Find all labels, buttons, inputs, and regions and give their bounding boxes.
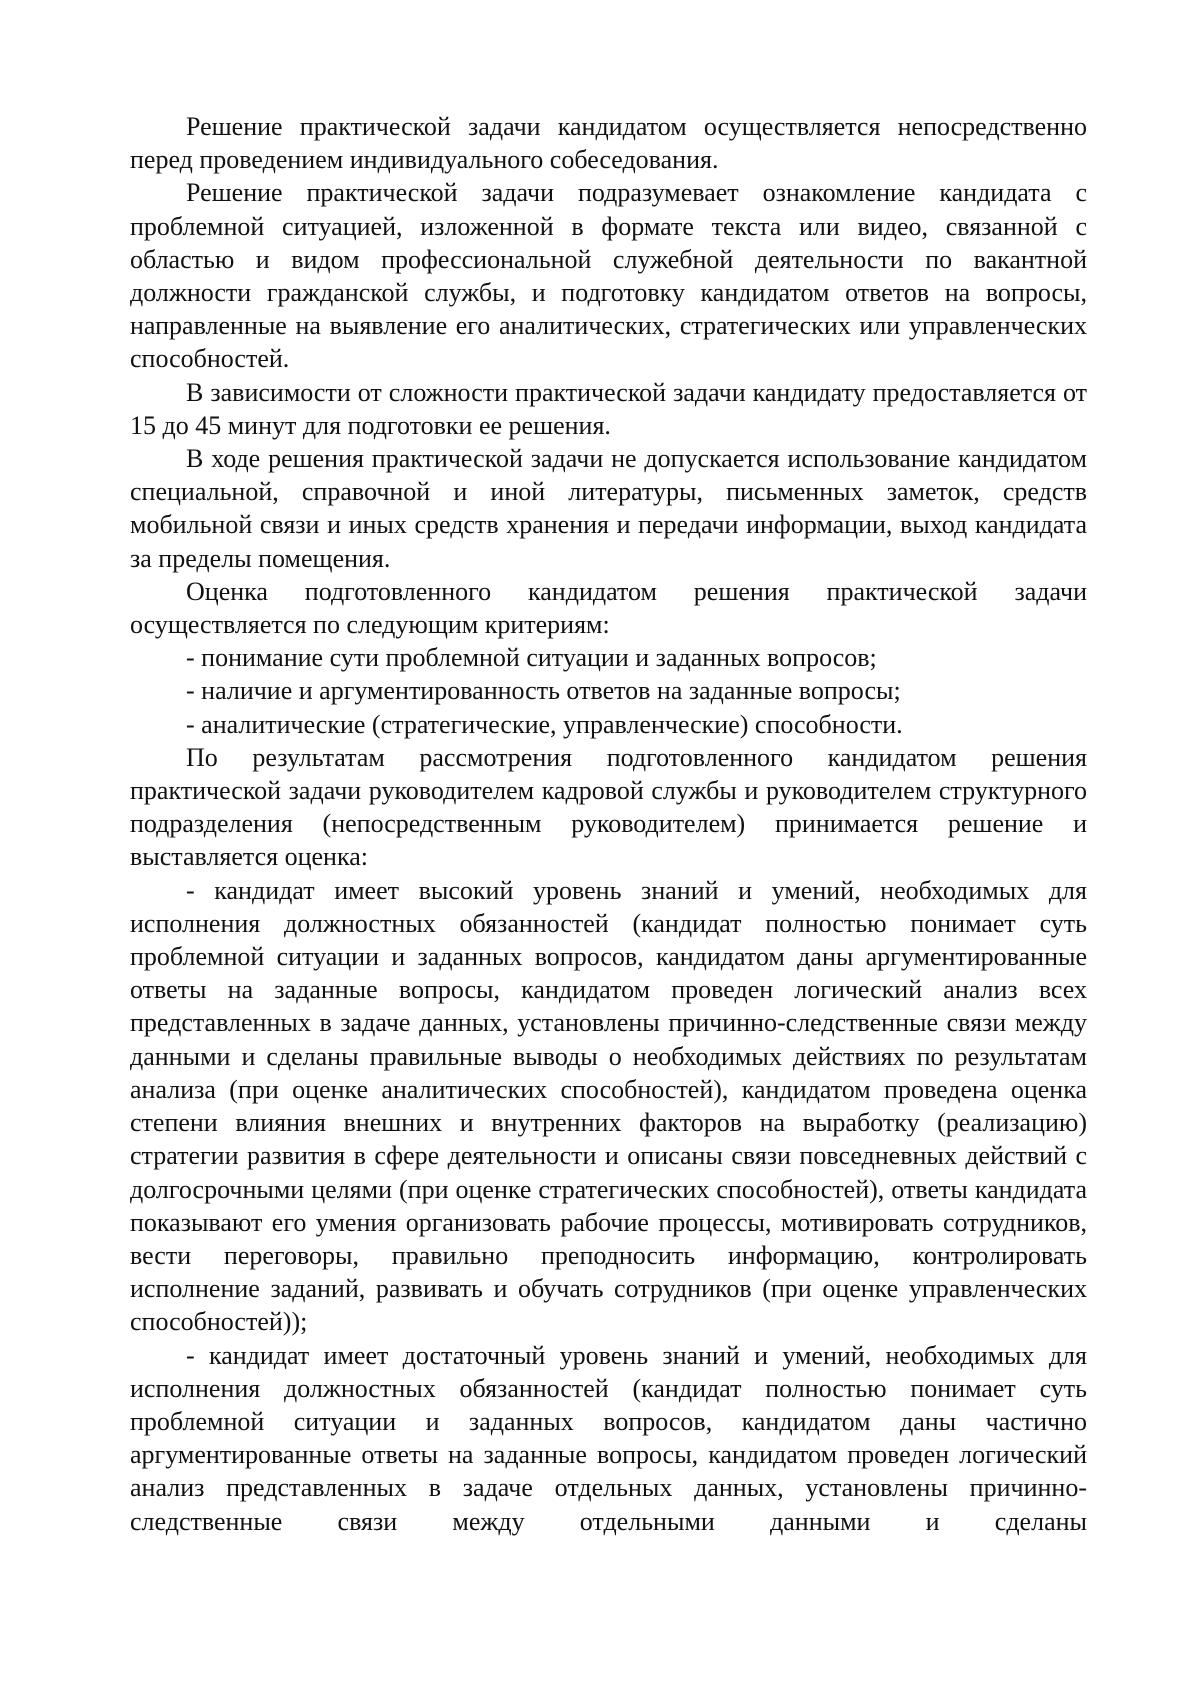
paragraph-task-description: Решение практической задачи подразумевает ознакомление кандидата с проблемной ситуацией, изложенной в формате текста или видео, связанной с областью и видом профессиональной служебной деятельности по вакантной должности гражданской службы, и подготовку кандидатом ответов на вопросы, направленные на выявление его аналитических, стратегических или управленческих способностей. <box>130 178 1087 374</box>
assessment-item-high-level: - кандидат имеет высокий уровень знаний и умений, необходимых для исполнения должностных обязанностей (кандидат полностью понимает суть проблемной ситуации и заданных вопросов, кандидатом даны аргументированные ответы на заданные вопросы, кандидатом проведен логический анализ всех представленных в задаче данных, установлены причинно-следственные связи между данными и сделаны правильные выводы о необходимых действиях по результатам анализа (при оценке аналитических способностей), кандидатом проведена оценка степени влияния внешних и внутренних факторов на выработку (реализацию) стратегии развития в сфере деятельности и описаны связи повседневных действий с долгосрочными целями (при оценке стратегических способностей), ответы кандидата показывают его умения организовать рабочие процессы, мотивировать сотрудников, вести переговоры, правильно преподносить информацию, контролировать исполнение заданий, развивать и обучать сотрудников (при оценке управленческих способностей)); <box>130 875 1087 1337</box>
criteria-item-understanding: - понимание сути проблемной ситуации и заданных вопросов; <box>186 643 877 673</box>
paragraph-restrictions: В ходе решения практической задачи не допускается использование кандидатом специальной, справочной и иной литературы, письменных заметок, средств мобильной связи и иных средств хранения и передачи информации, выход кандидата за пределы помещения. <box>130 444 1087 573</box>
assessment-item-sufficient-level: - кандидат имеет достаточный уровень знаний и умений, необходимых для исполнения должностных обязанностей (кандидат полностью понимает суть проблемной ситуации и заданных вопросов, кандидатом даны частично аргументированные ответы на заданные вопросы, кандидатом проведен логический анализ представленных в задаче отдельных данных, установлены причинно-следственные связи между отдельными данными и сделаны <box>130 1340 1087 1536</box>
paragraph-time-limit: В зависимости от сложности практической задачи кандидату предоставляется от 15 до 45 минут для подготовки ее решения. <box>130 377 1087 440</box>
paragraph-criteria-intro: Оценка подготовленного кандидатом решения практической задачи осуществляется по следующим критериям: <box>130 576 1087 640</box>
criteria-item-argumentation: - наличие и аргументированность ответов на заданные вопросы; <box>186 676 901 706</box>
document-page <box>130 110 1087 1538</box>
paragraph-assessment-intro: По результатам рассмотрения подготовленного кандидатом решения практической задачи руководителем кадровой службы и руководителем структурного подразделения (непосредственным руководителем) принимается решение и выставляется оценка: <box>130 742 1087 872</box>
paragraph-timing: Решение практической задачи кандидатом осуществляется непосредственно перед проведением индивидуального собеседования. <box>130 112 1087 175</box>
criteria-item-abilities: - аналитические (стратегические, управленческие) способности. <box>186 709 903 739</box>
